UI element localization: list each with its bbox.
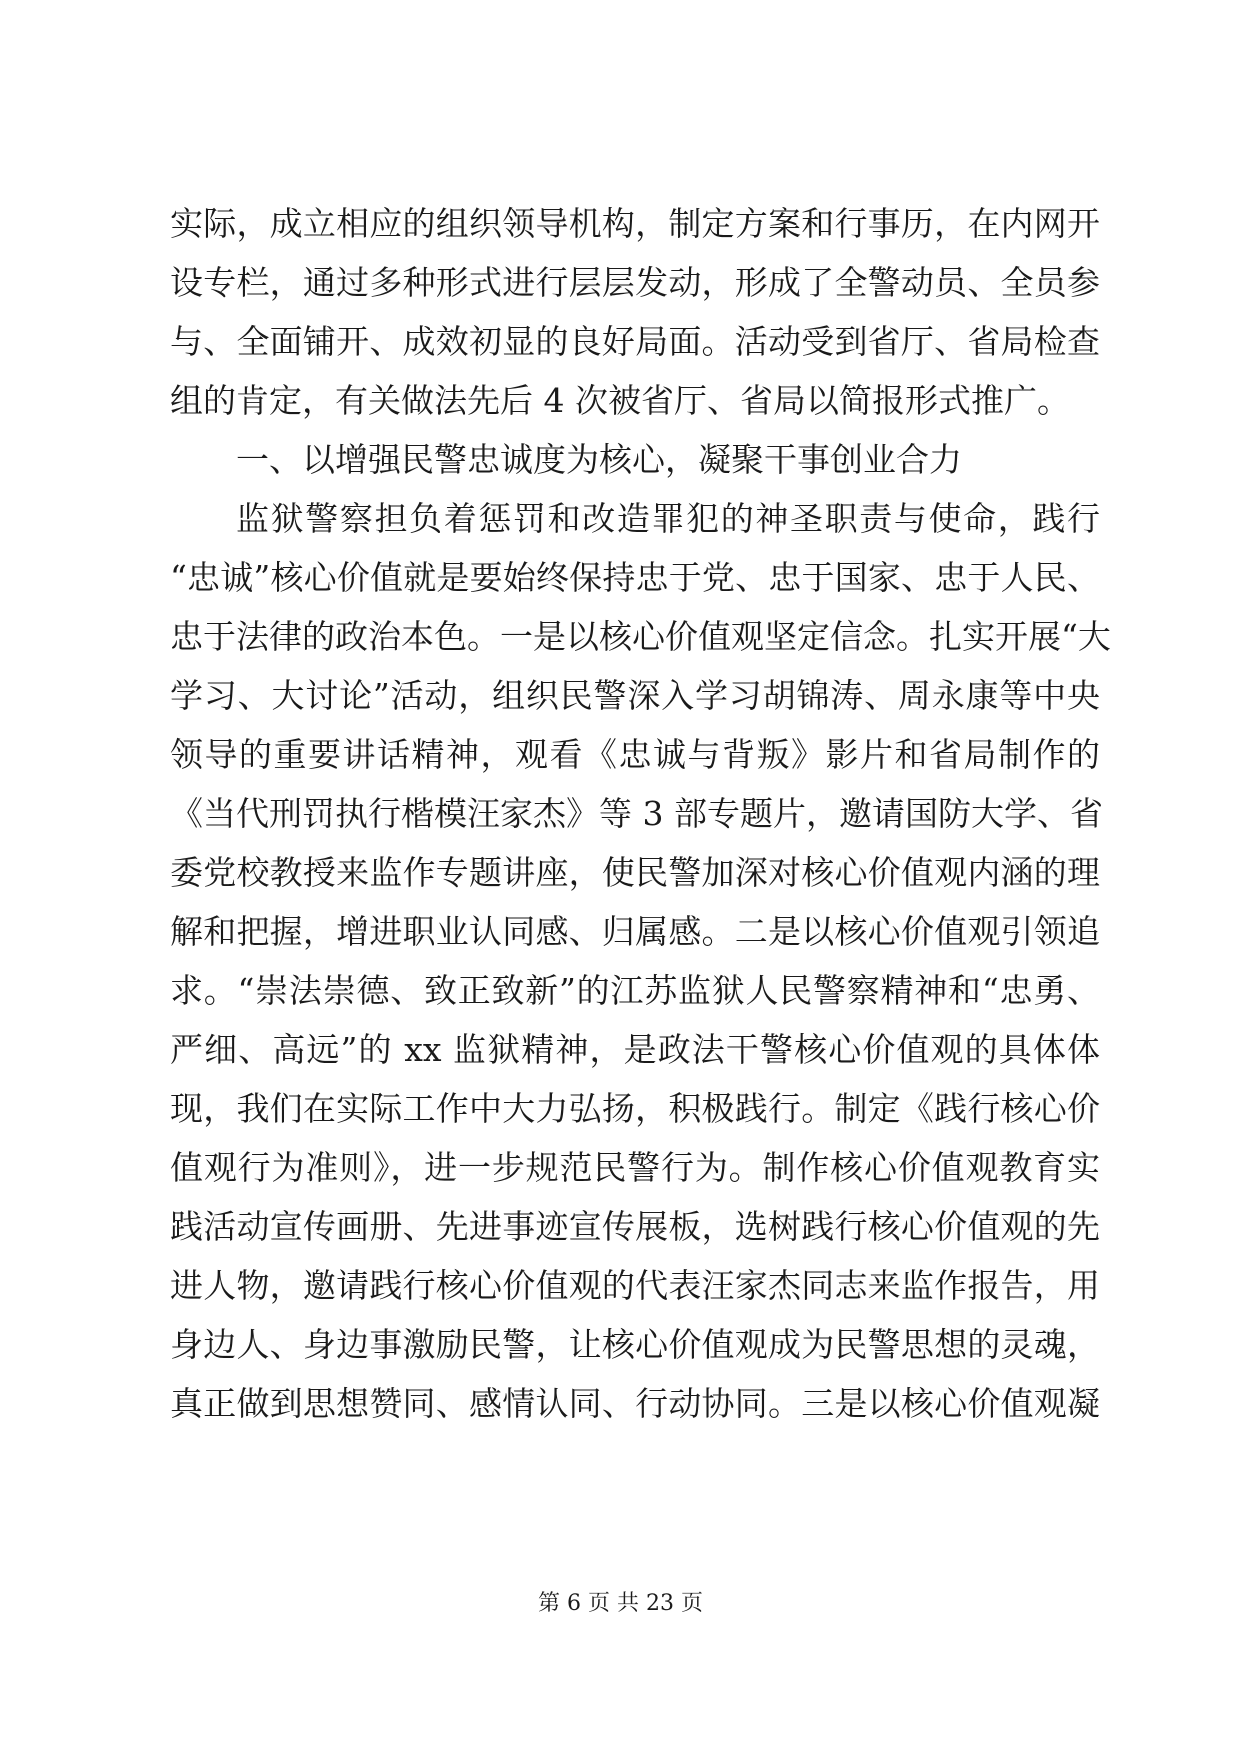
body-text-line: 求。“崇法崇德、致正致新”的江苏监狱人民警察精神和“忠勇、 (170, 971, 1100, 1010)
body-text-line: 真正做到思想赞同、感情认同、行动协同。三是以核心价值观凝 (170, 1384, 1100, 1423)
body-text-line: 身边人、身边事激励民警，让核心价值观成为民警思想的灵魂， (170, 1325, 1100, 1364)
body-text-line: 忠于法律的政治本色。一是以核心价值观坚定信念。扎实开展“大 (170, 617, 1111, 656)
page-number-footer: 第 6 页 共 23 页 (538, 1591, 703, 1616)
paragraph-first-line: 监狱警察担负着惩罚和改造罪犯的神圣职责与使命，践行 (236, 499, 1100, 538)
body-text-line: 设专栏，通过多种形式进行层层发动，形成了全警动员、全员参 (170, 263, 1100, 302)
body-text-line: 现，我们在实际工作中大力弘扬，积极践行。制定《践行核心价 (170, 1089, 1100, 1128)
body-text-line: 严细、高远”的 xx 监狱精神，是政法干警核心价值观的具体体 (170, 1030, 1100, 1069)
body-text-line: 学习、大讨论”活动，组织民警深入学习胡锦涛、周永康等中央 (170, 676, 1100, 715)
body-text-line: 委党校教授来监作专题讲座，使民警加深对核心价值观内涵的理 (170, 853, 1100, 892)
body-text-line: 实际，成立相应的组织领导机构，制定方案和行事历，在内网开 (170, 204, 1100, 243)
body-text-line: 值观行为准则》，进一步规范民警行为。制作核心价值观教育实 (170, 1148, 1100, 1187)
body-text-line: “忠诚”核心价值就是要始终保持忠于党、忠于国家、忠于人民、 (170, 558, 1100, 597)
body-text-line: 解和把握，增进职业认同感、归属感。二是以核心价值观引领追 (170, 912, 1100, 951)
section-heading: 一、以增强民警忠诚度为核心，凝聚干事创业合力 (236, 440, 962, 479)
body-text-line: 《当代刑罚执行楷模汪家杰》等 3 部专题片，邀请国防大学、省 (170, 794, 1103, 833)
body-text-line: 进人物，邀请践行核心价值观的代表汪家杰同志来监作报告，用 (170, 1266, 1100, 1305)
body-text-line: 组的肯定，有关做法先后 4 次被省厅、省局以简报形式推广。 (170, 381, 1070, 420)
body-text-line: 领导的重要讲话精神，观看《忠诚与背叛》影片和省局制作的 (170, 735, 1100, 774)
body-text-line: 与、全面铺开、成效初显的良好局面。活动受到省厅、省局检查 (170, 322, 1100, 361)
body-text-line: 践活动宣传画册、先进事迹宣传展板，选树践行核心价值观的先 (170, 1207, 1100, 1246)
